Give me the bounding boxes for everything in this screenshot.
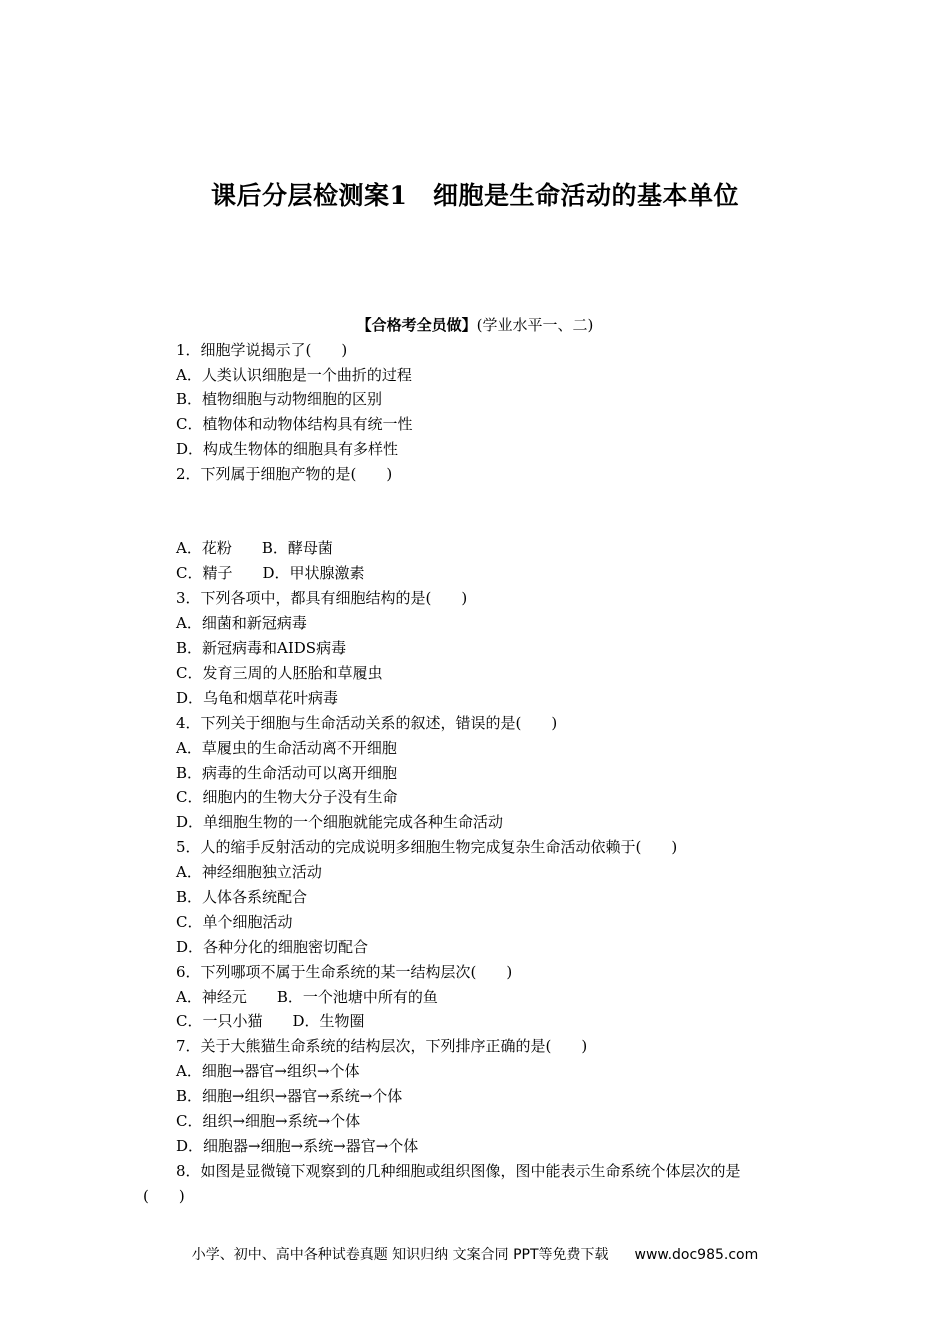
- question-6-options-row-2: [176, 1011, 365, 1031]
- question-5-option-a: A．神经细胞独立活动: [176, 863, 322, 881]
- question-7-option-b: B．细胞→组织→器官→系统→个体: [176, 1087, 403, 1105]
- question-7-stem: 7．关于大熊猫生命系统的结构层次，下列排序正确的是( ): [176, 1037, 588, 1055]
- question-2-option-a: A．花粉: [176, 539, 232, 557]
- question-1-option-b: B．植物细胞与动物细胞的区别: [176, 390, 383, 408]
- section-level: (学业水平一、二): [476, 316, 594, 334]
- question-5-option-c: C．单个细胞活动: [176, 913, 293, 931]
- question-4-option-d: D．单细胞生物的一个细胞就能完成各种生命活动: [176, 813, 504, 831]
- question-2-stem: 2．下列属于细胞产物的是( ): [176, 465, 393, 483]
- question-4-option-a: A．草履虫的生命活动离不开细胞: [176, 739, 397, 757]
- question-2-option-b: B．酵母菌: [261, 539, 333, 557]
- question-5-option-d: D．各种分化的细胞密切配合: [176, 938, 369, 956]
- question-7-option-a: A．细胞→器官→组织→个体: [176, 1062, 360, 1080]
- question-6-option-d: D．生物圈: [292, 1012, 365, 1030]
- question-2-options-row-1: [176, 538, 333, 558]
- section-header: [0, 314, 950, 335]
- question-6-stem: 6．下列哪项不属于生命系统的某一结构层次( ): [176, 963, 513, 981]
- question-6-options-row-1: [176, 987, 438, 1007]
- question-7-option-c: C．组织→细胞→系统→个体: [176, 1112, 361, 1130]
- question-4-option-b: B．病毒的生命活动可以离开细胞: [176, 764, 398, 782]
- footer-text: 小学、初中、高中各种试卷真题 知识归纳 文案合同 PPT等免费下载: [191, 1247, 609, 1263]
- question-3-stem: 3．下列各项中，都具有细胞结构的是( ): [176, 589, 468, 607]
- question-3-option-c: C．发育三周的人胚胎和草履虫: [176, 664, 383, 682]
- question-3-option-d: D．乌龟和烟草花叶病毒: [176, 689, 339, 707]
- question-5-option-b: B．人体各系统配合: [176, 888, 308, 906]
- question-1-option-a: A．人类认识细胞是一个曲折的过程: [176, 366, 412, 384]
- question-1-option-d: D．构成生物体的细胞具有多样性: [176, 440, 399, 458]
- page-footer: [0, 1244, 950, 1264]
- question-6-option-b: B．一个池塘中所有的鱼: [276, 988, 438, 1006]
- question-8-stem-continued: ( ): [143, 1187, 185, 1205]
- question-2-option-d: D．甲状腺激素: [262, 564, 365, 582]
- page-title: 课后分层检测案1 细胞是生命活动的基本单位: [211, 181, 739, 210]
- question-2-options-row-2: [176, 563, 365, 583]
- question-6-option-a: A．神经元: [176, 988, 247, 1006]
- footer-link[interactable]: www.doc985.com: [634, 1247, 759, 1263]
- question-6-option-c: C．一只小猫: [176, 1012, 263, 1030]
- question-1-stem: 1．细胞学说揭示了( ): [176, 341, 348, 359]
- question-7-option-d: D．细胞器→细胞→系统→器官→个体: [176, 1137, 419, 1155]
- question-2-option-c: C．精子: [176, 564, 233, 582]
- question-3-option-b: B．新冠病毒和AIDS病毒: [176, 639, 347, 657]
- question-3-option-a: A．细菌和新冠病毒: [176, 614, 307, 632]
- question-8-stem: 8．如图是显微镜下观察到的几种细胞或组织图像，图中能表示生命系统个体层次的是: [176, 1162, 741, 1180]
- section-label: 【合格考全员做】: [356, 316, 477, 334]
- question-4-stem: 4．下列关于细胞与生命活动关系的叙述，错误的是( ): [176, 714, 558, 732]
- question-1-option-c: C．植物体和动物体结构具有统一性: [176, 415, 413, 433]
- question-5-stem: 5．人的缩手反射活动的完成说明多细胞生物完成复杂生命活动依赖于( ): [176, 838, 678, 856]
- question-4-option-c: C．细胞内的生物大分子没有生命: [176, 788, 398, 806]
